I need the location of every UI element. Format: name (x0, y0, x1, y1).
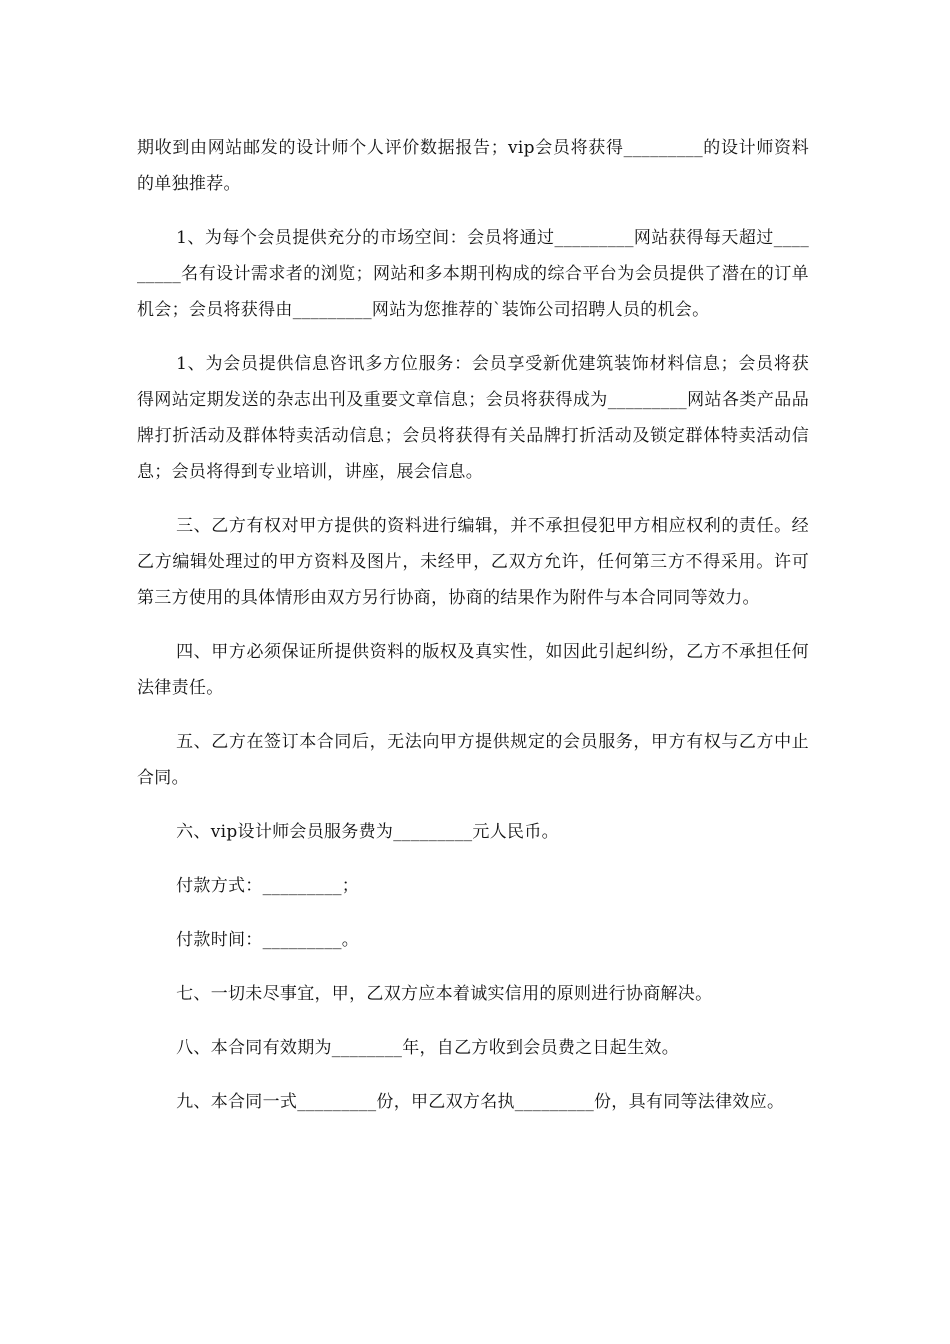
paragraph-continuation: 期收到由网站邮发的设计师个人评价数据报告；vip会员将获得_________的设计师资料的单独推荐。 (137, 138, 809, 194)
document-body (137, 130, 809, 1138)
paragraph-info-services: 1、为会员提供信息咨讯多方位服务：会员享受新优建筑装饰材料信息；会员将获得网站定期发送的杂志出刊及重要文章信息；会员将获得成为_________网站各类产品品牌打折活动及群体特卖活动信息；会员将获得有关品牌打折活动及锁定群体特卖活动信息；会员将得到专业培训，讲座，展会信息。 (137, 354, 809, 482)
paragraph-payment-method: 付款方式：_________； (176, 876, 360, 896)
paragraph-clause-5: 五、乙方在签订本合同后，无法向甲方提供规定的会员服务，甲方有权与乙方中止合同。 (137, 732, 809, 788)
paragraph-market-space: 1、为每个会员提供充分的市场空间：会员将通过_________网站获得每天超过_________名有设计需求者的浏览；网站和多本期刊构成的综合平台为会员提供了潜在的订单机会；会员将获得由_________网站为您推荐的`装饰公司招聘人员的机会。 (137, 228, 809, 320)
paragraph-payment-time: 付款时间：_________。 (176, 930, 360, 950)
paragraph-clause-9: 九、本合同一式_________份，甲乙双方名执_________份，具有同等法律效应。 (176, 1092, 785, 1112)
paragraph-clause-6-fee: 六、vip设计师会员服务费为_________元人民币。 (176, 822, 559, 842)
paragraph-clause-7: 七、一切未尽事宜，甲，乙双方应本着诚实信用的原则进行协商解决。 (176, 984, 713, 1004)
paragraph-clause-3: 三、乙方有权对甲方提供的资料进行编辑，并不承担侵犯甲方相应权利的责任。经乙方编辑处理过的甲方资料及图片，未经甲，乙双方允许，任何第三方不得采用。许可第三方使用的具体情形由双方另行协商，协商的结果作为附件与本合同同等效力。 (137, 516, 809, 608)
paragraph-clause-4: 四、甲方必须保证所提供资料的版权及真实性，如因此引起纠纷，乙方不承担任何法律责任。 (137, 642, 809, 698)
paragraph-clause-8: 八、本合同有效期为________年，自乙方收到会员费之日起生效。 (176, 1038, 679, 1058)
